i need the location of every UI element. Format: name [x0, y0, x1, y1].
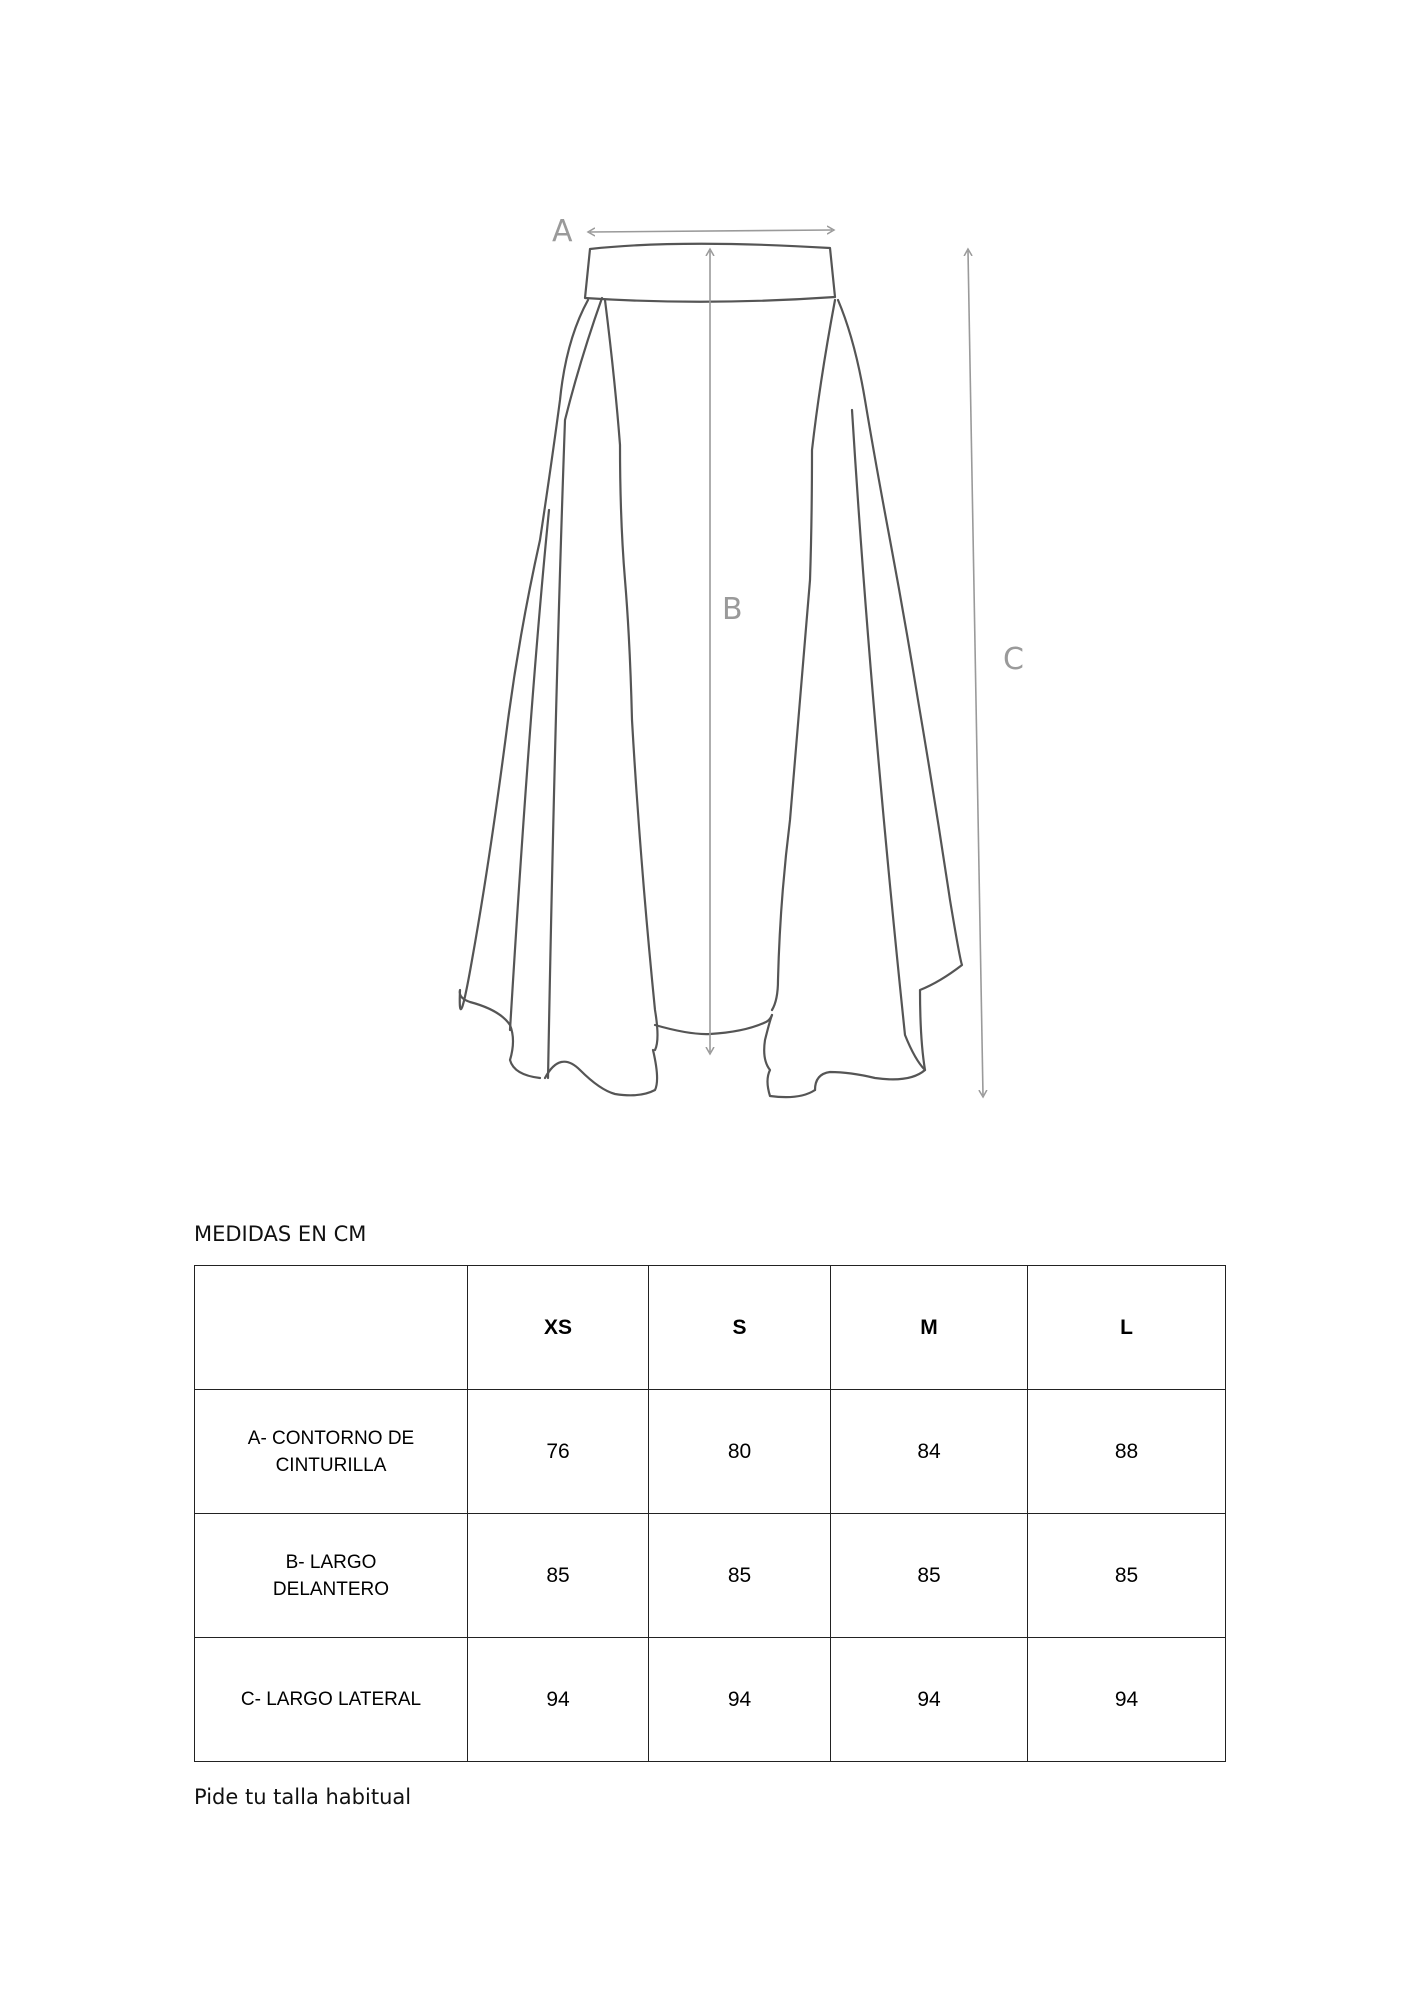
left-side-panel: [460, 300, 588, 1078]
value-cell: 94: [649, 1638, 831, 1762]
value-cell: 94: [468, 1638, 649, 1762]
row-label-line: B- LARGO: [285, 1551, 377, 1573]
row-label-side-length: [195, 1638, 468, 1762]
measure-a-arrow: [590, 230, 832, 232]
skirt-outline: [460, 244, 962, 1097]
value-cell: 80: [649, 1390, 831, 1514]
value-cell: 76: [468, 1390, 649, 1514]
measure-c-arrow: [968, 251, 983, 1095]
units-title: MEDIDAS EN CM: [194, 1222, 367, 1246]
value-cell: 88: [1028, 1390, 1226, 1514]
measure-c-label: C: [1003, 642, 1024, 677]
row-label-line: C- LARGO LATERAL: [240, 1689, 422, 1710]
left-hem: [545, 1050, 657, 1095]
measure-a-label: A: [552, 214, 573, 249]
size-header-xs: XS: [468, 1266, 649, 1390]
value-cell: 94: [831, 1638, 1028, 1762]
size-chart-table: [194, 1265, 1226, 1762]
left-fold-line: [548, 298, 602, 1078]
right-hem: [764, 1015, 815, 1097]
front-panel-right: [772, 300, 835, 1010]
row-label-front-length: [195, 1514, 468, 1638]
value-cell: 85: [831, 1514, 1028, 1638]
measurement-guides: [590, 230, 983, 1095]
front-panel-left: [605, 300, 658, 1050]
row-label-line: DELANTERO: [272, 1578, 390, 1600]
value-cell: 85: [468, 1514, 649, 1638]
right-side-panel: [815, 300, 962, 1090]
footnote: Pide tu talla habitual: [194, 1785, 412, 1809]
value-cell: 94: [1028, 1638, 1226, 1762]
measure-b-label: B: [722, 592, 743, 627]
value-cell: 84: [831, 1390, 1028, 1514]
size-header-m: M: [831, 1266, 1028, 1390]
row-label-waist: [195, 1390, 468, 1514]
size-header-l: L: [1028, 1266, 1226, 1390]
size-header-row: [195, 1266, 1226, 1390]
value-cell: 85: [649, 1514, 831, 1638]
right-fold-line: [852, 410, 925, 1070]
value-cell: 85: [1028, 1514, 1226, 1638]
table-row: [195, 1390, 1226, 1514]
empty-corner-cell: [195, 1266, 468, 1390]
row-label-line: A- CONTORNO DE: [247, 1427, 415, 1449]
front-hem: [655, 1015, 772, 1034]
row-label-line: CINTURILLA: [275, 1454, 387, 1476]
table-row: [195, 1638, 1226, 1762]
table-row: [195, 1514, 1226, 1638]
size-header-s: S: [649, 1266, 831, 1390]
